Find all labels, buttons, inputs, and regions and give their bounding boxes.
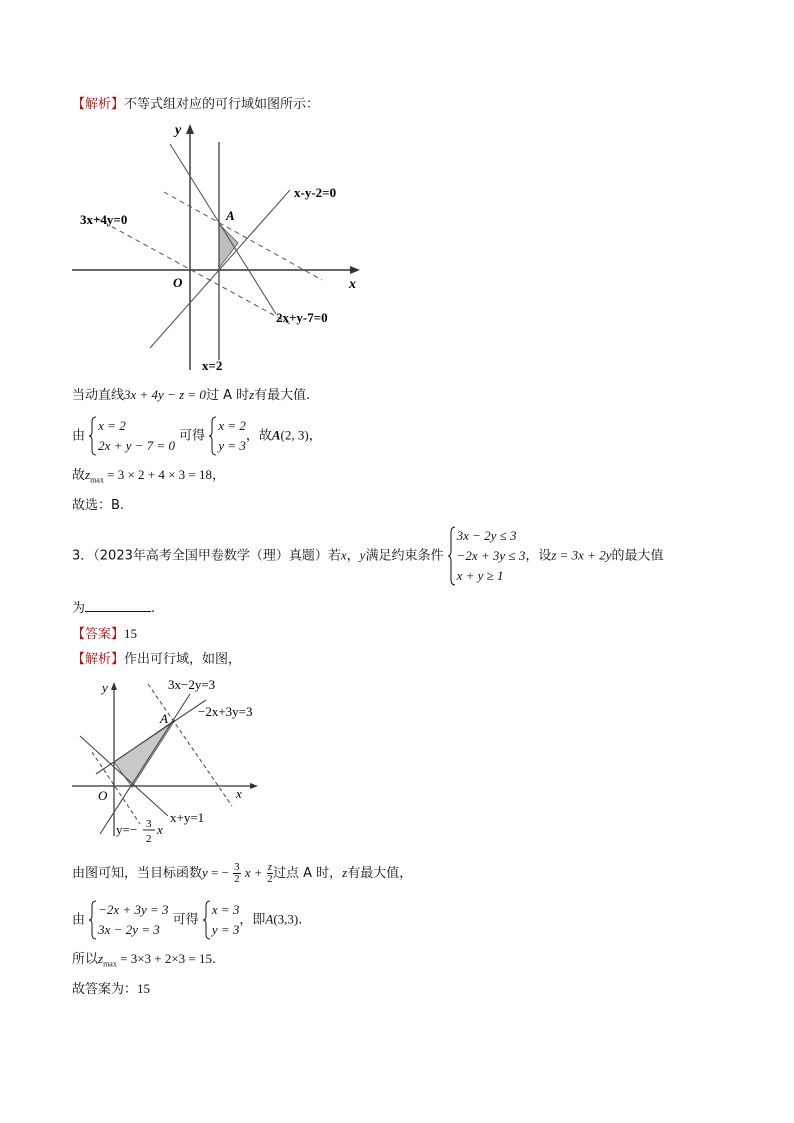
- q3-label-line4-post: x: [157, 822, 163, 837]
- q2-label-line2: 3x+4y=0: [80, 212, 128, 227]
- q3-y-axis-arrow: [111, 682, 117, 690]
- q3-label-line4-num: 3: [146, 818, 152, 830]
- q3-feasible-region-figure: [72, 676, 272, 846]
- q3-answer: [72, 625, 137, 644]
- system-1: x = 2 2x + y − 7 = 0: [89, 416, 175, 456]
- q3-label-x: x: [236, 786, 242, 801]
- q3-label-y: y: [102, 680, 108, 695]
- q2-analysis-heading: [72, 96, 319, 114]
- q2-label-line1: x-y-2=0: [294, 185, 337, 200]
- answer-tag: 【答案】: [72, 627, 125, 642]
- q2-line-zmax: 故$z_{max} = 3 \times 2 + 4 \times 3 = 18$，: [72, 467, 226, 485]
- q3-label-line4-pre: y=−: [116, 822, 138, 837]
- analysis-tag: 【解析】: [72, 652, 125, 667]
- q3-line-solve-system: 由 −2x + 3y = 3 3x − 2y = 3 可得 x = 3 y = 3，即A(3,3).: [72, 900, 302, 940]
- fraction-z-2: $\frac{z}{2}$: [267, 861, 273, 885]
- q3-label-line1: 3x−2y=3: [168, 677, 216, 692]
- fraction-3-2: $\frac{3}{2}$: [234, 861, 240, 885]
- analysis-tag: 【解析】: [72, 97, 125, 112]
- q2-line-solve-system: 由 x = 2 2x + y − 7 = 0 可得 x = 2 y = 3，故A(2, 3)，: [72, 416, 322, 456]
- q3-label-line4-den: 2: [146, 833, 152, 845]
- q2-line-parallel-dashed: [164, 192, 322, 280]
- system-2: x = 3 y = 3: [203, 900, 240, 940]
- system-2: x = 2 y = 3: [209, 416, 246, 456]
- q3-line-zmax: 所以$z_{max} = 3\times 3 + 2\times 3 = 15$.: [72, 951, 217, 969]
- q2-label-point-a: A: [226, 208, 235, 223]
- q2-shaded-region: [219, 224, 238, 268]
- q2-line-x-minus-y: [150, 190, 290, 348]
- q3-analysis-heading: [72, 651, 241, 669]
- answer-value: 15: [124, 626, 138, 641]
- q2-choice: 故选：B.: [72, 498, 125, 513]
- q2-label-line3: 2x+y-7=0: [276, 310, 328, 325]
- q3-label-line2: −2x+3y=3: [198, 704, 253, 719]
- q2-x-axis-arrow: [350, 266, 360, 274]
- moving-line-expr: 3x + 4y − z = 0: [124, 387, 206, 402]
- q3-stem: 3．（2023年高考全国甲卷数学（理）真题）若x，y满足约束条件 3x − 2y ≤ 3 −2x + 3y ≤ 3 x + y ≥ 1，设z = 3x + 2y的最大值: [72, 526, 664, 586]
- system-1: −2x + 3y = 3 3x − 2y = 3: [89, 900, 168, 940]
- q3-line-objective: 由图可知，当目标函数y = − $\frac{3}{2}$ x + $\frac{z}{2}$ 过点 A 时，z有最大值，: [72, 861, 413, 885]
- q3-x-axis-arrow: [250, 783, 258, 789]
- analysis-text: 不等式组对应的可行域如图所示：: [124, 97, 320, 112]
- q3-line-dashed-through-a: [148, 684, 232, 806]
- answer-blank: [85, 597, 151, 612]
- q3-label-point-a: A: [160, 711, 168, 726]
- analysis-text: 作出可行域，如图，: [124, 652, 242, 667]
- constraint-system: 3x − 2y ≤ 3 −2x + 3y ≤ 3 x + y ≥ 1: [448, 526, 526, 586]
- q2-label-origin: O: [173, 275, 183, 290]
- q3-label-line3: x+y=1: [170, 810, 205, 825]
- q2-feasible-region-figure: [72, 120, 372, 375]
- q3-final-answer: 故答案为：15: [72, 981, 151, 997]
- q2-label-x: x: [349, 277, 356, 292]
- q3-line-neg2x-3y: [96, 700, 206, 774]
- q3-label-origin: O: [98, 788, 108, 803]
- q2-line-2x-plus-y: [170, 144, 276, 314]
- q3-stem-line2: 为 .: [72, 597, 155, 618]
- q2-line-3x-plus-4y-dashed: [96, 218, 292, 325]
- q2-label-y: y: [175, 123, 182, 138]
- q3-shaded-region: [114, 720, 175, 787]
- q2-label-line4: x=2: [202, 358, 223, 373]
- q2-line-max-condition: 当动直线3x + 4y − z = 0过 A 时z有最大值.: [72, 387, 311, 403]
- q2-y-axis-arrow: [186, 124, 194, 134]
- objective-function: z = 3x + 2y: [551, 547, 612, 563]
